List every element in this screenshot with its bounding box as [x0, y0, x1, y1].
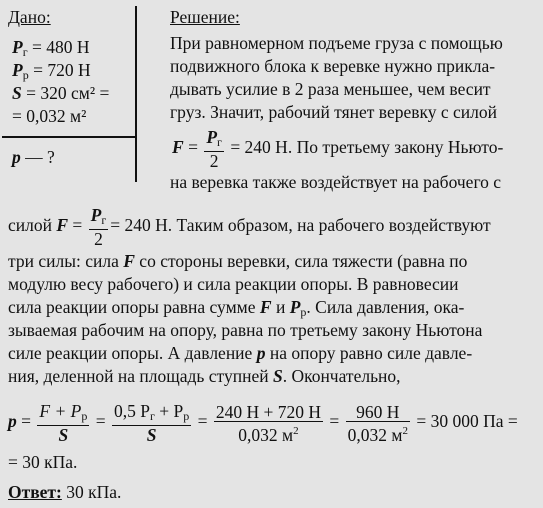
symbol-s: S: [12, 83, 22, 103]
subscript-g: г: [22, 45, 28, 59]
symbol-f: F: [172, 137, 184, 158]
given-title: Дано:: [8, 7, 51, 27]
symbol-pressure: p: [12, 147, 21, 167]
given-divider-horizontal: [2, 136, 136, 138]
fraction-2: $\frac{0,5 P_г + P_р}{S}$: [113, 401, 190, 445]
given-line-1: = 480 Н: [32, 37, 90, 57]
given-line-2: = 720 Н: [33, 60, 91, 80]
equals-sign: =: [188, 137, 198, 158]
solution-line-9: зываемая рабочим на опору, равна по третьему закону Ньютона: [8, 320, 483, 340]
solution-line-4: груз. Значит, рабочий тянет веревку с силой: [170, 102, 498, 122]
formula-line-1-tail: = 240 Н. По третьему закону Ньюто-: [230, 137, 504, 158]
solution-line-2: подвижного блока к веревке нужно прикла-: [170, 56, 496, 76]
answer-label: Ответ:: [8, 482, 62, 502]
solution-line-1: При равномерном подъеме груза с помощью: [170, 33, 503, 53]
given-line-3: = 320 см² =: [26, 83, 110, 103]
solution-formula-line-2: [8, 206, 491, 248]
solution-line-11: ния, деленной на площадь ступней S. Окончательно,: [8, 366, 401, 386]
fraction-half-weight: $\frac{P_г}{2}$: [206, 127, 222, 171]
symbol-pressure: p: [8, 411, 17, 432]
symbol-f: F: [56, 215, 69, 236]
symbol-p: P: [12, 60, 23, 80]
unknown-mark: — ?: [25, 147, 55, 167]
equals-sign: =: [72, 215, 83, 236]
formula-line-2-tail: = 240 Н. Таким образом, на рабочего воздействуют: [110, 215, 491, 236]
solution-line-8: сила реакции опоры равна сумме F и $P_р$. Сила давления, ока-: [8, 297, 465, 319]
given-divider-vertical: [135, 6, 137, 182]
solution-line-3: дывать усилие в 2 раза меньшее, чем весит: [170, 79, 491, 99]
fraction-3: $\frac{240 Н + 720 Н}{0,032 м^2}$: [215, 401, 321, 445]
fraction-1: $\frac{F + P_р}{S}$: [39, 401, 88, 445]
solution-line-5: на веревка также воздействует на рабочего с: [170, 172, 502, 192]
word-sila: силой: [8, 215, 52, 236]
formula-result: = 30 000 Па =: [416, 411, 518, 432]
given-area: [12, 82, 109, 104]
solution-title: Решение:: [170, 7, 240, 27]
given-area-si: = 0,032 м²: [12, 106, 87, 126]
answer-line: [8, 481, 121, 503]
final-result-kpa: = 30 кПа.: [8, 452, 78, 472]
answer-value: 30 кПа.: [66, 482, 122, 502]
solution-formula-line-1: [172, 128, 503, 170]
given-unknown: [12, 146, 55, 168]
subscript-p: р: [22, 68, 29, 82]
symbol-p: P: [12, 37, 23, 57]
fraction-4: $\frac{960 Н}{0,032 м^2}$: [347, 401, 408, 445]
solution-line-10: силе реакции опоры. А давление p на опору равно силе давле-: [8, 343, 473, 363]
final-formula: p = $\frac{F + P_р}{S}$ = $\frac{0,5 P_г + P_р}{S}$ = $\frac{240 Н + 720 Н}{0,032 м^2}$ = $\frac{960 Н}{0,032 м^2}$ = 30 000 Па =: [8, 401, 518, 445]
solution-line-7: модулю весу рабочего) и сила реакции опоры. В равновесии: [8, 274, 459, 294]
fraction-half-weight-2: $\frac{P_г}{2}$: [90, 205, 107, 249]
solution-line-6: три силы: сила F со стороны веревки, сила тяжести (равна по: [8, 251, 468, 271]
